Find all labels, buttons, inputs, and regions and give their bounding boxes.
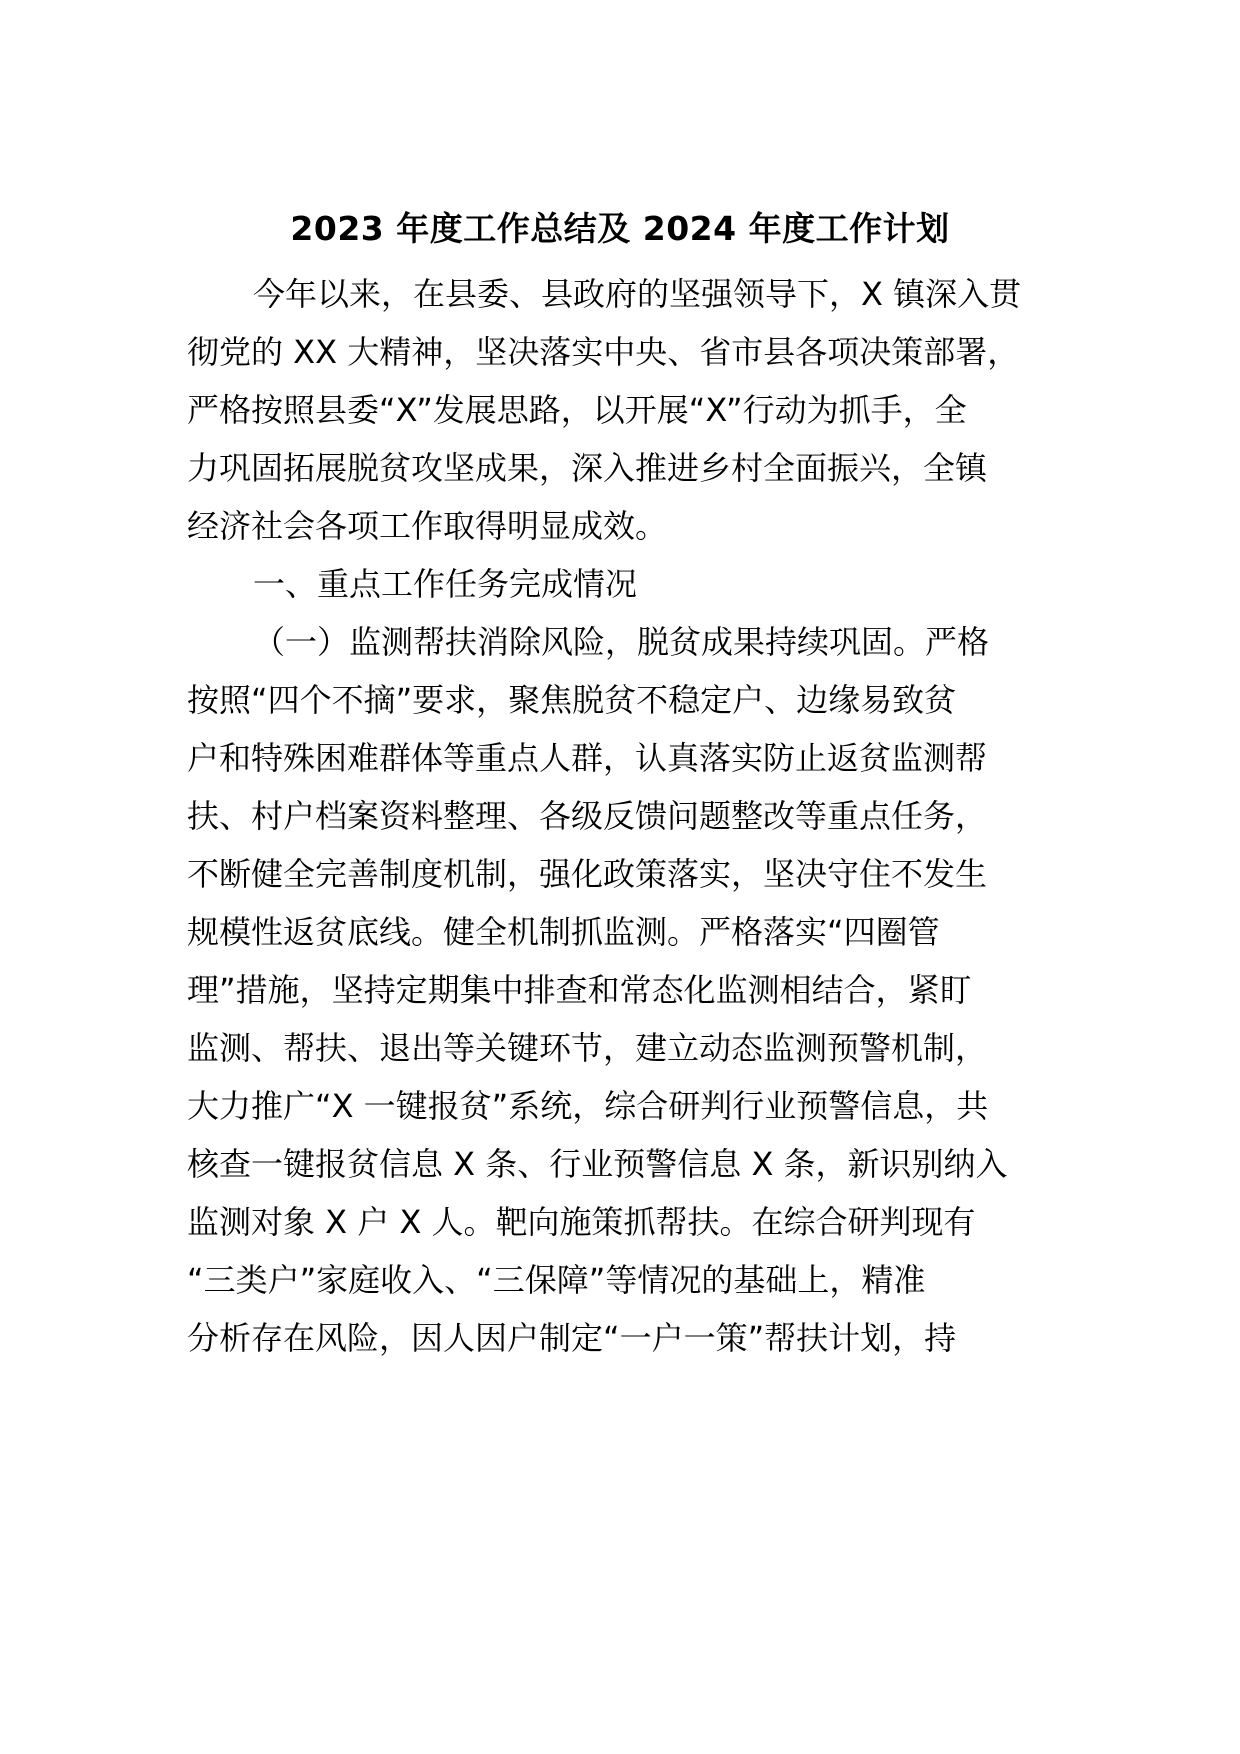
section-heading: 一、重点工作任务完成情况 — [253, 565, 638, 603]
paragraph-line: 不断健全完善制度机制，强化政策落实，坚决守住不发生 — [187, 855, 988, 893]
paragraph-line: 大力推广“X 一键报贫”系统，综合研判行业预警信息，共 — [187, 1087, 989, 1125]
document-title: 2023 年度工作总结及 2024 年度工作计划 — [290, 209, 950, 248]
paragraph-line: 规模性返贫底线。健全机制抓监测。严格落实“四圈管 — [187, 913, 940, 951]
paragraph-line: 理”措施，坚持定期集中排查和常态化监测相结合，紧盯 — [187, 971, 972, 1009]
paragraph-line: 彻党的 XX 大精神，坚决落实中央、省市县各项决策部署， — [187, 333, 1020, 371]
paragraph-line: 严格按照县委“X”发展思路，以开展“X”行动为抓手，全 — [187, 391, 967, 429]
paragraph-line: 监测对象 X 户 X 人。靶向施策抓帮扶。在综合研判现有 — [187, 1203, 976, 1241]
paragraph-line: 监测、帮扶、退出等关键环节，建立动态监测预警机制， — [187, 1029, 988, 1067]
paragraph-line: 分析存在风险，因人因户制定“一户一策”帮扶计划，持 — [187, 1319, 957, 1357]
subsection-line: （一）监测帮扶消除风险，脱贫成果持续巩固。严格 — [253, 623, 990, 661]
paragraph-line: 经济社会各项工作取得明显成效。 — [187, 507, 668, 545]
paragraph-line: 核查一键报贫信息 X 条、行业预警信息 X 条，新识别纳入 — [187, 1145, 1008, 1183]
paragraph-line: “三类户”家庭收入、“三保障”等情况的基础上，精准 — [187, 1261, 926, 1299]
paragraph-line: 今年以来，在县委、县政府的坚强领导下，X 镇深入贯 — [253, 275, 1022, 313]
paragraph-line: 户和特殊困难群体等重点人群，认真落实防止返贫监测帮 — [187, 739, 988, 777]
paragraph-line: 按照“四个不摘”要求，聚焦脱贫不稳定户、边缘易致贫 — [187, 681, 957, 719]
paragraph-line: 力巩固拓展脱贫攻坚成果，深入推进乡村全面振兴，全镇 — [187, 449, 988, 487]
paragraph-line: 扶、村户档案资料整理、各级反馈问题整改等重点任务， — [187, 797, 988, 835]
